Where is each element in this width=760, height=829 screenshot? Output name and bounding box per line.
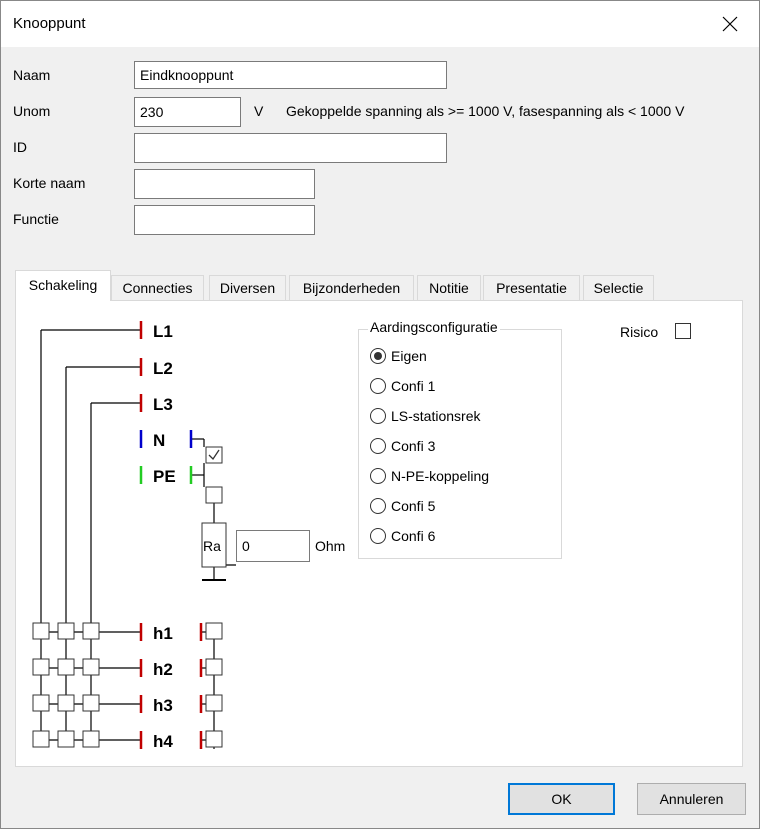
output-label-h4: h4	[153, 732, 173, 751]
unom-field[interactable]	[134, 97, 241, 127]
tab-connecties[interactable]: Connecties	[111, 275, 204, 300]
radio-label: N-PE-koppeling	[391, 468, 490, 484]
risico-label: Risico	[620, 324, 659, 340]
radio-icon	[370, 408, 386, 424]
schakeling-panel	[15, 300, 743, 767]
id-label: ID	[13, 139, 27, 155]
korte-naam-label: Korte naam	[13, 175, 86, 191]
aarding-title: Aardingsconfiguratie	[370, 319, 498, 335]
ra-unit: Ohm	[315, 538, 346, 554]
radio-icon	[370, 498, 386, 514]
pe-label: PE	[153, 467, 176, 486]
tab-bijzonderheden[interactable]: Bijzonderheden	[289, 275, 414, 300]
cancel-button[interactable]: Annuleren	[637, 783, 746, 815]
tab-schakeling[interactable]: Schakeling	[15, 270, 111, 301]
radio-label: Confi 6	[391, 528, 436, 544]
radio-icon	[370, 438, 386, 454]
id-field[interactable]	[134, 133, 447, 163]
radio-label: Confi 1	[391, 378, 436, 394]
phase-label-l3: L3	[153, 395, 173, 414]
naam-label: Naam	[13, 67, 51, 83]
radio-icon	[370, 468, 386, 484]
ra-label: Ra	[203, 538, 221, 554]
unom-unit: V	[254, 103, 264, 119]
window-title: Knooppunt	[13, 15, 86, 32]
output-label-h2: h2	[153, 660, 173, 679]
naam-field[interactable]	[134, 61, 447, 89]
radio-icon	[370, 378, 386, 394]
unom-label: Unom	[13, 103, 51, 119]
output-label-h3: h3	[153, 696, 173, 715]
ok-button[interactable]: OK	[508, 783, 615, 815]
close-icon	[707, 5, 753, 43]
close-button[interactable]	[707, 5, 753, 43]
korte-naam-field[interactable]	[134, 169, 315, 199]
tab-diversen[interactable]: Diversen	[209, 275, 286, 300]
unom-hint: Gekoppelde spanning als >= 1000 V, fasespanning als < 1000 V	[286, 103, 685, 119]
radio-icon	[370, 528, 386, 544]
phase-label-l2: L2	[153, 359, 173, 378]
output-label-h1: h1	[153, 624, 173, 643]
radio-label: Confi 3	[391, 438, 436, 454]
tab-notitie[interactable]: Notitie	[417, 275, 481, 300]
tab-presentatie[interactable]: Presentatie	[483, 275, 580, 300]
radio-label: Confi 5	[391, 498, 436, 514]
title-bar	[1, 1, 759, 47]
ra-value-field[interactable]	[236, 530, 310, 562]
functie-label: Functie	[13, 211, 59, 227]
radio-label: LS-stationsrek	[391, 408, 481, 424]
risico-checkbox[interactable]	[675, 323, 691, 339]
tab-selectie[interactable]: Selectie	[583, 275, 654, 300]
radio-label: Eigen	[391, 348, 427, 364]
neutral-label: N	[153, 431, 166, 450]
aarding-groupbox	[358, 329, 562, 559]
radio-selected-icon	[370, 348, 386, 364]
functie-field[interactable]	[134, 205, 315, 235]
phase-label-l1: L1	[153, 322, 173, 341]
